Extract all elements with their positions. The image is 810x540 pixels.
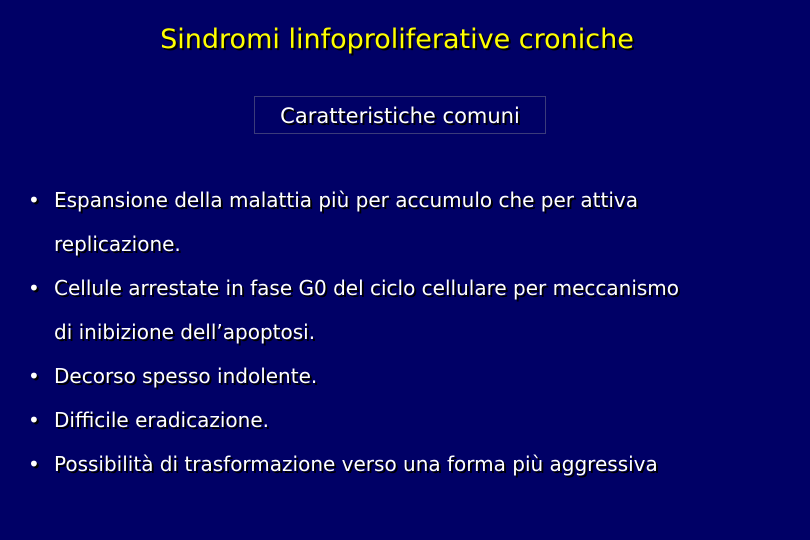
bullet-item [28, 398, 798, 442]
bullet-text: Decorso spesso indolente. [54, 364, 318, 388]
bullet-item [28, 178, 798, 266]
bullet-text: Possibilità di trasformazione verso una forma più aggressiva [54, 452, 658, 476]
bullet-dot-icon: • [28, 452, 40, 476]
bullet-dot-icon: • [28, 276, 40, 300]
bullet-text-continuation: replicazione. [54, 232, 181, 256]
bullet-text: Espansione della malattia più per accumulo che per attiva [54, 188, 638, 212]
slide-title: Sindromi linfoproliferative croniche [160, 24, 634, 55]
bullet-dot-icon: • [28, 408, 40, 432]
bullet-item [28, 442, 798, 486]
bullet-item [28, 266, 798, 354]
bullet-item [28, 354, 798, 398]
bullet-text: Difficile eradicazione. [54, 408, 269, 432]
bullet-dot-icon: • [28, 188, 40, 212]
bullet-text: Cellule arrestate in fase G0 del ciclo cellulare per meccanismo [54, 276, 680, 300]
bullet-dot-icon: • [28, 364, 40, 388]
subtitle-box: Caratteristiche comuni [254, 96, 546, 134]
bullet-list [28, 178, 798, 486]
bullet-text-continuation: di inibizione dell’apoptosi. [54, 320, 316, 344]
